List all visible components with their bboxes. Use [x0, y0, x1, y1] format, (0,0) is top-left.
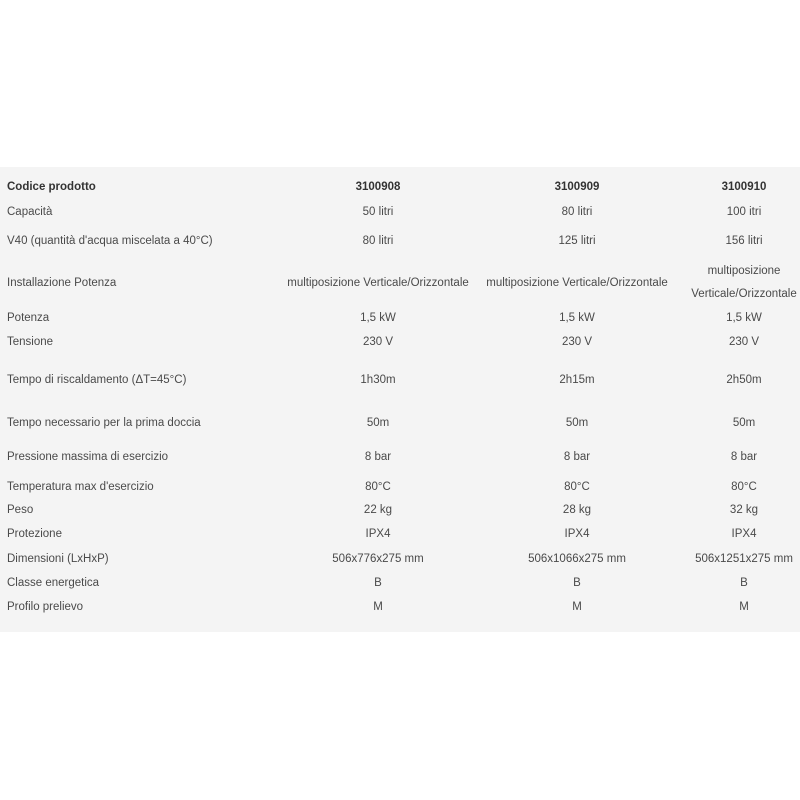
row-value: 80 litri — [561, 205, 593, 218]
row-value: 50 litri — [362, 205, 394, 218]
row-value: 1,5 kW — [726, 311, 762, 324]
row-value: 2h50m — [726, 373, 762, 386]
row-label: Dimensioni (LxHxP) — [7, 553, 109, 565]
row-value: 8 bar — [730, 450, 758, 463]
row-value: IPX4 — [365, 527, 391, 540]
row-value: 1,5 kW — [360, 311, 396, 324]
row-value: 2h15m — [559, 373, 595, 386]
row-value: 230 V — [362, 335, 394, 348]
row-label: V40 (quantità d'acqua miscelata a 40°C) — [7, 235, 213, 247]
row-value: M — [572, 600, 582, 613]
row-label: Peso — [7, 504, 34, 516]
row-value: 506x1066x275 mm — [528, 552, 626, 565]
row-value: 32 kg — [729, 503, 759, 516]
row-value: 230 V — [561, 335, 593, 348]
header-label: Codice prodotto — [7, 181, 96, 193]
row-value: 1h30m — [360, 373, 396, 386]
table-row — [0, 370, 800, 390]
table-row — [0, 477, 800, 497]
row-label: Pressione massima di esercizio — [7, 451, 169, 463]
table-row — [0, 260, 800, 306]
row-value: B — [573, 576, 581, 589]
row-value: 50m — [732, 416, 756, 429]
table-row — [0, 597, 800, 617]
row-value: multiposizione Verticale/Orizzontale — [691, 265, 797, 300]
header-code-2: 3100909 — [554, 180, 600, 193]
row-value: 80°C — [731, 480, 757, 493]
row-value: IPX4 — [731, 527, 757, 540]
row-value: 125 litri — [558, 234, 596, 247]
row-value: 22 kg — [363, 503, 393, 516]
row-value: multiposizione Verticale/Orizzontale — [287, 276, 469, 289]
row-label: Tempo di riscaldamento (ΔT=45°C) — [7, 374, 187, 386]
row-value: 50m — [565, 416, 589, 429]
row-value: M — [373, 600, 383, 613]
row-value: 80°C — [365, 480, 391, 493]
row-value: multiposizione Verticale/Orizzontale — [486, 276, 668, 289]
row-label: Profilo prelievo — [7, 601, 84, 613]
row-label: Tensione — [7, 336, 54, 348]
table-row — [0, 524, 800, 544]
row-label: Potenza — [7, 312, 50, 324]
row-label: Protezione — [7, 528, 62, 540]
table-row — [0, 231, 800, 251]
row-label: Capacità — [7, 206, 53, 218]
row-value: M — [739, 600, 749, 613]
row-label: Classe energetica — [7, 577, 100, 589]
row-value: 230 V — [728, 335, 760, 348]
row-value: 8 bar — [364, 450, 392, 463]
table-row — [0, 549, 800, 569]
table-row — [0, 332, 800, 352]
row-value: 50m — [366, 416, 390, 429]
table-header-row — [0, 177, 800, 197]
row-value: 506x776x275 mm — [332, 552, 424, 565]
row-value: 100 itri — [726, 205, 762, 218]
table-row — [0, 202, 800, 222]
spec-table — [0, 167, 800, 632]
row-value: 156 litri — [725, 234, 763, 247]
row-label: Temperatura max d'esercizio — [7, 481, 154, 493]
table-row — [0, 413, 800, 433]
table-row — [0, 308, 800, 328]
table-row — [0, 500, 800, 520]
row-value: IPX4 — [564, 527, 590, 540]
row-value: B — [740, 576, 748, 589]
row-label: Tempo necessario per la prima doccia — [7, 417, 201, 429]
row-value: 1,5 kW — [559, 311, 595, 324]
row-value: 8 bar — [563, 450, 591, 463]
row-value: 506x1251x275 mm — [695, 552, 793, 565]
table-row — [0, 573, 800, 593]
row-value: 28 kg — [562, 503, 592, 516]
header-code-3: 3100910 — [721, 180, 767, 193]
row-label: Installazione Potenza — [7, 277, 117, 289]
table-row — [0, 447, 800, 467]
header-code-1: 3100908 — [355, 180, 401, 193]
row-value: 80°C — [564, 480, 590, 493]
row-value: B — [374, 576, 382, 589]
row-value: 80 litri — [362, 234, 394, 247]
